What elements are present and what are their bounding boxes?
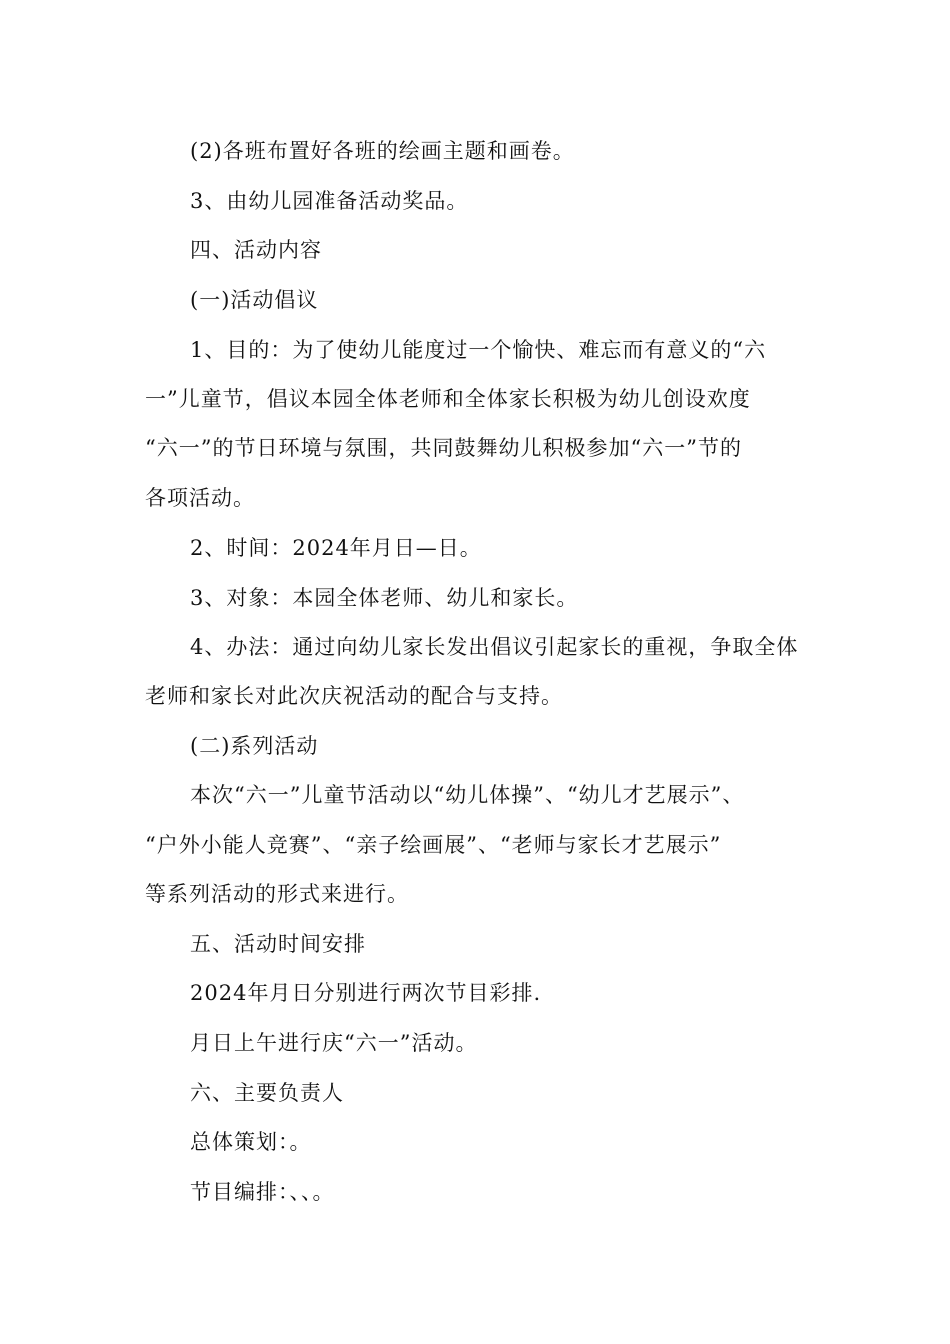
section-heading: 四、活动内容 (190, 238, 322, 262)
paragraph-line: “户外小能人竞赛”、“亲子绘画展”、“老师与家长才艺展示” (145, 833, 722, 857)
paragraph-line: 月日上午进行庆“六一”活动。 (190, 1031, 478, 1055)
paragraph-line: 节目编排：、、。 (190, 1180, 335, 1204)
section-heading: 六、主要负责人 (190, 1081, 344, 1105)
paragraph-line: 3、对象：本园全体老师、幼儿和家长。 (190, 586, 579, 610)
paragraph-line: 3、由幼儿园准备活动奖品。 (190, 189, 469, 213)
paragraph-line: 老师和家长对此次庆祝活动的配合与支持。 (145, 684, 563, 708)
paragraph-line: 本次“六一”儿童节活动以“幼儿体操”、“幼儿才艺展示”、 (190, 783, 745, 807)
paragraph-line: (2)各班布置好各班的绘画主题和画卷。 (190, 139, 575, 163)
subsection-heading: (一)活动倡议 (190, 288, 319, 312)
paragraph-line: 2024年月日分别进行两次节目彩排. (190, 981, 542, 1005)
paragraph-line: 各项活动。 (145, 486, 255, 510)
subsection-heading: (二)系列活动 (190, 734, 319, 758)
paragraph-line: 一”儿童节，倡议本园全体老师和全体家长积极为幼儿创设欢度 (145, 387, 751, 411)
paragraph-line: 2、时间：2024年月日—日。 (190, 536, 482, 560)
section-heading: 五、活动时间安排 (190, 932, 366, 956)
paragraph-line: 总体策划：。 (190, 1130, 312, 1154)
paragraph-line: 4、办法：通过向幼儿家长发出倡议引起家长的重视，争取全体 (190, 635, 799, 659)
paragraph-line: 等系列活动的形式来进行。 (145, 882, 409, 906)
paragraph-line: “六一”的节日环境与氛围，共同鼓舞幼儿积极参加“六一”节的 (145, 436, 742, 460)
paragraph-line: 1、目的：为了使幼儿能度过一个愉快、难忘而有意义的“六 (190, 338, 767, 362)
